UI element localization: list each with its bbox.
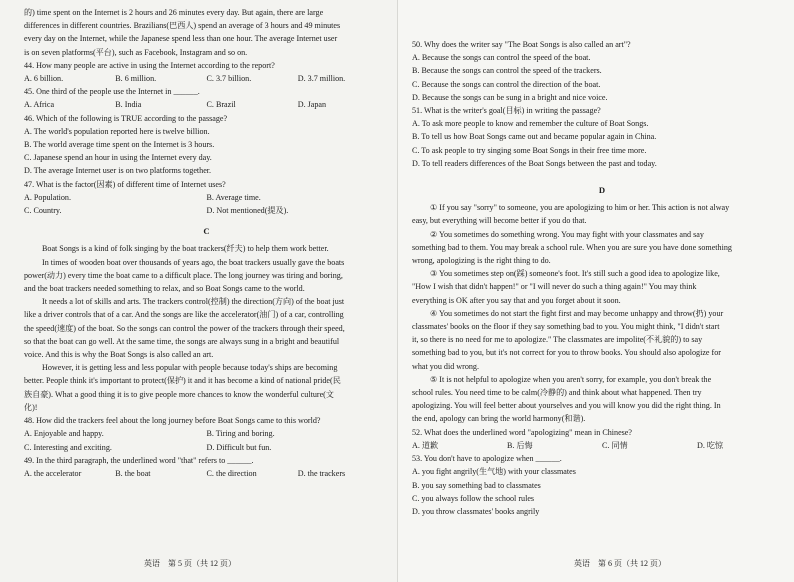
- option-d: D. 3.7 million.: [297, 74, 346, 84]
- option-a: A. the accelerator: [24, 468, 82, 478]
- passage-line: However, it is getting less and less popular with people because today's ships are becoming: [42, 363, 338, 373]
- question-50: [412, 38, 792, 104]
- option-b: B. The world average time spent on the Internet is 3 hours.: [24, 140, 215, 150]
- page-footer: 英语 第 5 页（共 12 页）: [144, 558, 236, 568]
- question-stem: 52. What does the underlined word "apologizing" mean in Chinese?: [412, 427, 632, 437]
- option-c: C. 同情: [602, 440, 628, 450]
- option-d: D. The average Internet user is on two platforms together.: [24, 166, 212, 176]
- passage-line: wrong, apologizing is the right thing to do.: [412, 256, 551, 266]
- option-c: C. Country.: [24, 206, 62, 216]
- option-b: B. Average time.: [206, 192, 261, 202]
- question-stem: 51. What is the writer's goal(目标) in writing the passage?: [412, 106, 601, 116]
- passage-line: Boat Songs is a kind of folk singing by the boat trackers(纤夫) to help them work better.: [42, 244, 329, 254]
- passage-line: voice. And this is why the Boat Songs is also called an art.: [24, 350, 214, 360]
- passage-line: easy, but everything will become better if you do that.: [412, 216, 587, 226]
- passage-line: everything is OK after you say that and you forget about it soon.: [412, 295, 621, 305]
- passage-line: ⑤ It is not helpful to apologize when you aren't sorry, for example, you don't break the: [430, 374, 712, 384]
- passage-c: [24, 242, 389, 414]
- passage-line: ① If you say "sorry" to someone, you are apologizing to him or her. This action is not alway: [430, 203, 730, 213]
- passage-line: it, so there is no need for me to apologize." The classmates are impolite(不礼貌的) to say: [412, 335, 703, 345]
- passage-line: It needs a lot of skills and arts. The trackers control(控制) the direction(方向) of the boat just: [42, 297, 345, 307]
- option-b: B. 后悔: [507, 440, 533, 450]
- question-45: [24, 85, 389, 111]
- question-51: [412, 104, 792, 170]
- question-stem: 48. How did the trackers feel about the long journey before Boat Songs came to this world?: [24, 416, 321, 426]
- option-b: B. 6 million.: [115, 74, 157, 84]
- option-a: A. Population.: [24, 192, 71, 202]
- question-stem: 46. Which of the following is TRUE according to the passage?: [24, 113, 228, 123]
- question-44: [24, 59, 389, 85]
- passage-line: like a driver controls that of a car. And the songs are like the accelerator(油门) of a car, controlling: [24, 310, 344, 320]
- passage-line: the speed(速度) of the boat. So the songs can control the power of the trackers through their speed,: [24, 323, 345, 333]
- passage-line: is on seven platforms(平台), such as Facebook, Instagram and so on.: [24, 47, 248, 57]
- passage-line: ③ You sometimes step on(踩) someone's foot. It's still such a good idea to apologize like,: [430, 269, 720, 279]
- passage-line: 的) time spent on the Internet is 2 hours and 26 minutes every day. But again, there are large: [24, 8, 324, 17]
- passage-line: ④ You sometimes do not start the fight first and may become unhappy and throw(扔) your: [430, 308, 724, 318]
- passage-line: what you did wrong.: [412, 361, 479, 371]
- question-46: [24, 112, 389, 178]
- option-c: C. Brazil: [206, 100, 236, 110]
- option-c: C. To ask people to try singing some Boat Songs in their free time more.: [412, 145, 647, 155]
- option-d: D. Because the songs can be sung in a bright and nice voice.: [412, 92, 608, 102]
- passage-line: every day on the Internet, while the Japanese spend less than one hour. The average Internet user: [24, 34, 338, 44]
- option-d: D. Difficult but fun.: [206, 442, 272, 452]
- passage-line: In times of wooden boat over thousands of years ago, the boat trackers usually gave the boats: [42, 257, 345, 267]
- option-d: D. 吃惊: [697, 440, 724, 450]
- option-b: B. Because the songs can control the speed of the trackers.: [412, 66, 602, 76]
- passage-line: so that the boat can go well. At the same time, the songs are always sung in a bright and beautiful: [24, 336, 340, 346]
- option-b: B. Tiring and boring.: [206, 429, 275, 439]
- option-d: D. Not mentioned(提及).: [206, 206, 289, 216]
- passage-line: apologizing. You will feel better about yourselves and you will know you did the right thing. In: [412, 401, 721, 411]
- option-a: A. Africa: [24, 100, 55, 110]
- passage-line: 化)!: [24, 402, 38, 412]
- question-52: [412, 426, 792, 452]
- option-c: C. the direction: [206, 468, 257, 478]
- exam-page-6: [397, 0, 794, 582]
- passage-line: ② You sometimes do something wrong. You may fight with your classmates and say: [430, 229, 704, 239]
- option-c: C. Japanese spend an hour in using the Internet every day.: [24, 153, 212, 163]
- option-a: A. The world's population reported here is twelve billion.: [24, 126, 210, 136]
- option-a: A. Because the songs can control the speed of the boat.: [412, 53, 591, 63]
- passage-line: 族自豪). What a good thing it is to give people more chances to know the wonderful culture(文: [24, 389, 334, 399]
- section-heading-c: C: [203, 226, 210, 237]
- question-stem: 49. In the third paragraph, the underlined word "that" refers to ______.: [24, 455, 254, 465]
- option-b: B. you say something bad to classmates: [412, 480, 541, 490]
- passage-line: and the boat trackers needed something to relax, and so Boat Songs came to the world.: [24, 284, 305, 294]
- option-d: D. To tell readers differences of the Boat Songs between the past and today.: [412, 158, 657, 168]
- option-c: C. Interesting and exciting.: [24, 442, 112, 452]
- passage-d: [412, 201, 792, 425]
- passage-line: something bad to them. You may break a school rule. When you are sure you have done something: [412, 242, 732, 252]
- passage-line: better. People think it's important to protect(保护) it and it has become a kind of national pride(民: [24, 376, 341, 386]
- question-stem: 44. How many people are active in using the Internet according to the report?: [24, 60, 275, 70]
- section-heading-d: D: [598, 185, 606, 196]
- option-d: D. you throw classmates' books angrily: [412, 506, 540, 516]
- passage-line: classmates' books on the floor if they say something bad to you. You might think, "I didn't start: [412, 322, 720, 332]
- passage-line: something bad to you, but it's not correct for you to throw books. You should also apologize for: [412, 348, 721, 358]
- option-c: C. Because the songs can control the direction of the boat.: [412, 79, 601, 89]
- option-b: B. the boat: [115, 468, 151, 478]
- question-stem: 50. Why does the writer say "The Boat Songs is also called an art"?: [412, 40, 631, 49]
- passage-b-tail: [24, 6, 389, 59]
- option-a: A. you fight angrily(生气地) with your classmates: [412, 467, 576, 477]
- question-47: [24, 178, 389, 218]
- option-a: A. To ask more people to know and remember the culture of Boat Songs.: [412, 119, 649, 129]
- option-a: A. 6 billion.: [24, 74, 64, 84]
- question-48: [24, 414, 389, 454]
- option-a: A. 道歉: [412, 440, 439, 450]
- option-d: D. the trackers: [297, 468, 346, 478]
- question-53: [412, 452, 792, 518]
- question-stem: 53. You don't have to apologize when ______.: [412, 454, 562, 464]
- passage-line: "How I wish that didn't happen!" or "I will never do such a thing again!" You may think: [412, 282, 697, 292]
- option-c: C. you always follow the school rules: [412, 493, 535, 503]
- option-a: A. Enjoyable and happy.: [24, 429, 104, 439]
- question-stem: 47. What is the factor(因素) of different time of Internet uses?: [24, 179, 226, 189]
- passage-line: the end, apology can bring the world harmony(和谐).: [412, 414, 586, 424]
- option-c: C. 3.7 billion.: [206, 74, 252, 84]
- option-b: B. To tell us how Boat Songs came out and became popular again in China.: [412, 132, 657, 142]
- option-b: B. India: [115, 100, 142, 110]
- passage-line: power(动力) every time the boat came to a difficult place. The long journey was tiring and boring,: [24, 270, 343, 280]
- option-d: D. Japan: [297, 100, 327, 110]
- question-49: [24, 454, 389, 480]
- passage-line: school rules. You need time to be calm(冷静的) and think about what happened. Then try: [412, 388, 702, 398]
- passage-line: differences in different countries. Brazilians(巴西人) spend an average of 3 hours and 49 minutes: [24, 21, 341, 31]
- page-footer: 英语 第 6 页（共 12 页）: [574, 558, 666, 568]
- question-stem: 45. One third of the people use the Internet in ______.: [24, 87, 200, 97]
